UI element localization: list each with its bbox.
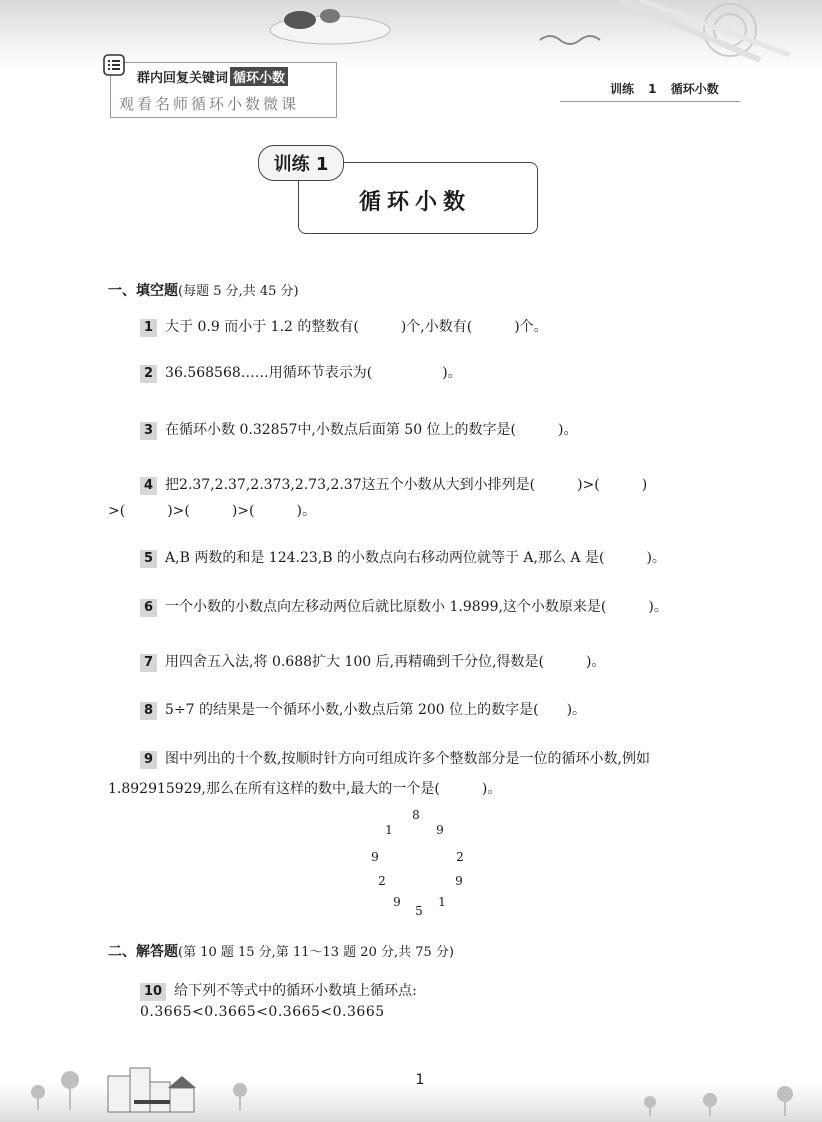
question-9 (140, 748, 650, 769)
question-number: 7 (140, 654, 157, 672)
question-5 (140, 547, 666, 568)
question-text: 5÷7 的结果是一个循环小数,小数点后第 200 位上的数字是( )。 (165, 702, 587, 718)
circle-number: 9 (455, 874, 463, 888)
number-circle-figure (362, 808, 474, 920)
running-header-topic: 循环小数 (670, 82, 719, 96)
section-heading-solve (108, 941, 454, 961)
header-divider (560, 101, 740, 102)
circle-number: 9 (393, 895, 401, 909)
question-text: 一个小数的小数点向左移动两位后就比原数小 1.9899,这个小数原来是( )。 (165, 599, 668, 615)
section-title: 二、解答题 (108, 944, 178, 960)
question-text: 36.568568……用循环节表示为( )。 (165, 365, 462, 381)
question-text: 大于 0.9 而小于 1.2 的整数有( )个,小数有( )个。 (165, 319, 548, 335)
question-number: 9 (140, 751, 157, 769)
question-8 (140, 699, 586, 720)
page-number: 1 (415, 1072, 425, 1088)
question-3 (140, 419, 577, 440)
question-text: 图中列出的十个数,按顺时针方向可组成许多个整数部分是一位的循环小数,例如 (165, 751, 650, 767)
section-note: (每题 5 分,共 45 分) (178, 284, 299, 299)
question-number: 5 (140, 550, 157, 568)
question-9-continued: 1.892915929,那么在所有这样的数中,最大的一个是( )。 (108, 781, 502, 797)
question-7 (140, 651, 605, 672)
question-1 (140, 316, 548, 337)
qr-subtitle: 观看名师循环小数微课 (119, 95, 300, 113)
question-text: 在循环小数 0.32857中,小数点后面第 50 位上的数字是( )。 (165, 422, 578, 438)
section-title: 一、填空题 (108, 283, 178, 299)
circle-number: 9 (436, 823, 444, 837)
running-header (610, 80, 719, 97)
circle-number: 1 (385, 823, 393, 837)
question-number: 10 (140, 983, 166, 1001)
qr-promo-box (110, 62, 337, 118)
circle-number: 8 (412, 808, 420, 822)
circle-number: 2 (456, 850, 464, 864)
qr-instruction-prefix: 群内回复关键词 (137, 71, 229, 86)
section-note: (第 10 题 15 分,第 11～13 题 20 分,共 75 分) (178, 945, 454, 960)
circle-number: 9 (371, 850, 379, 864)
question-number: 4 (140, 477, 157, 495)
lesson-tag: 训练 1 (258, 145, 344, 181)
question-2 (140, 362, 462, 383)
circle-number: 5 (415, 904, 423, 918)
question-text: 给下列不等式中的循环小数填上循环点: (174, 983, 417, 999)
question-number: 1 (140, 319, 157, 337)
question-6 (140, 596, 668, 617)
section-heading-fill-in (108, 280, 299, 300)
question-number: 3 (140, 422, 157, 440)
qr-instruction (137, 67, 288, 86)
question-text: 把2.37,2.37,2.373,2.73,2.37这五个小数从大到小排列是( )>( ) (165, 477, 648, 493)
question-number: 6 (140, 599, 157, 617)
circle-number: 1 (438, 895, 446, 909)
question-10-expression: 0.3665<0.3665<0.3665<0.3665 (140, 1004, 385, 1020)
question-text: A,B 两数的和是 124.23,B 的小数点向右移动两位就等于 A,那么 A 是( )。 (165, 550, 666, 566)
question-number: 2 (140, 365, 157, 383)
question-number: 8 (140, 702, 157, 720)
running-header-lesson: 训练 1 (610, 82, 657, 96)
qr-keyword-badge: 循环小数 (230, 67, 288, 86)
page-title: 循环小数 (358, 189, 471, 215)
question-10 (140, 980, 417, 1001)
circle-number: 2 (378, 874, 386, 888)
question-text: 用四舍五入法,将 0.688扩大 100 后,再精确到千分位,得数是( )。 (165, 654, 606, 670)
question-4 (140, 474, 647, 495)
question-4-continued: >( )>( )>( )。 (108, 503, 316, 519)
list-icon (103, 54, 125, 76)
